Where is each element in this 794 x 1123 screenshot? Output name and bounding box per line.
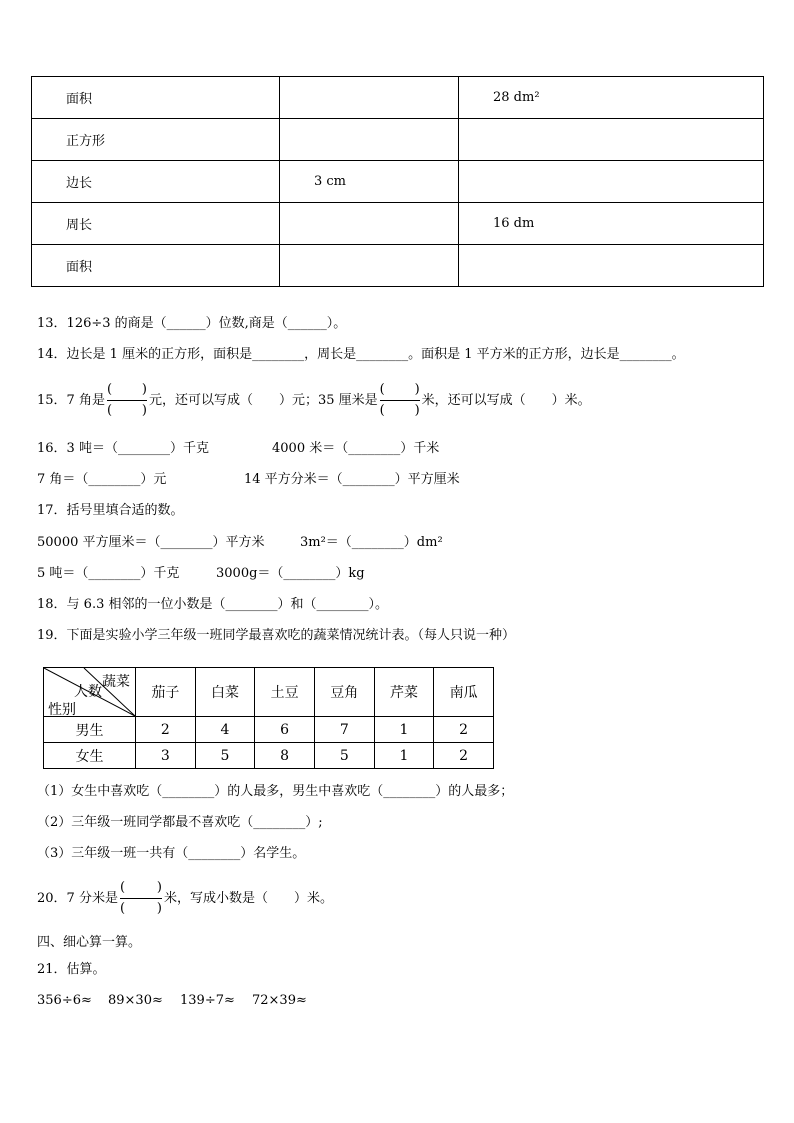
question-16-b: 4000 米＝（________）千米 [272, 441, 440, 456]
table-cell: 周长 [32, 203, 280, 245]
question-19-sub-1: （1）女生中喜欢吃（________）的人最多，男生中喜欢吃（________）的人最多； [37, 784, 514, 799]
q15-prefix: 15．7 角是 [37, 393, 105, 408]
column-header: 芹菜 [374, 668, 434, 717]
question-18: 18．与 6.3 相邻的一位小数是（________）和（________）。 [37, 597, 388, 612]
question-17-d: 3000g＝（________）kg [216, 566, 365, 581]
table-cell: 8 [255, 743, 315, 769]
question-19-sub-3: （3）三年级一班一共有（________）名学生。 [37, 846, 306, 861]
table-cell [280, 77, 459, 119]
table-row [32, 245, 764, 287]
table-cell [459, 119, 764, 161]
table-cell [459, 161, 764, 203]
question-21-title: 21．估算。 [37, 962, 106, 977]
table-cell [280, 119, 459, 161]
table-cell: 2 [434, 717, 494, 743]
table-cell: 1 [374, 743, 434, 769]
question-16-a: 16．3 吨＝（________）千克 [37, 441, 209, 456]
table-cell: 6 [255, 717, 315, 743]
table-row [32, 203, 764, 245]
measurement-table [31, 76, 764, 287]
question-14: 14．边长是 1 厘米的正方形，面积是________，周长是________。面积是 1 平方米的正方形，边长是________。 [37, 347, 685, 362]
estimate-item: 139÷7≈ [180, 993, 235, 1008]
table-cell: 2 [136, 717, 196, 743]
table-row [32, 77, 764, 119]
table-cell [459, 245, 764, 287]
fraction-blank[interactable] [380, 380, 420, 421]
question-13: 13．126÷3 的商是（______）位数,商是（______）。 [37, 316, 347, 331]
question-16-d: 14 平方分米＝（________）平方厘米 [244, 472, 460, 487]
table-cell [280, 203, 459, 245]
table-cell: 7 [314, 717, 374, 743]
table-cell: 16 dm [459, 203, 764, 245]
table-cell [280, 245, 459, 287]
fraction-blank[interactable] [107, 380, 147, 421]
question-17-title: 17．括号里填合适的数。 [37, 503, 184, 518]
table-cell: 面积 [32, 77, 280, 119]
q20-prefix: 20．7 分米是 [37, 891, 118, 906]
column-header: 白菜 [195, 668, 255, 717]
estimate-item: 356÷6≈ [37, 993, 92, 1008]
q15-suffix: 米，还可以写成（ ）米。 [421, 393, 591, 408]
question-19-title: 19．下面是实验小学三年级一班同学最喜欢吃的蔬菜情况统计表。（每人只说一种） [37, 628, 516, 643]
table-cell: 2 [434, 743, 494, 769]
diagonal-header-cell [44, 668, 136, 717]
q20-suffix: 米，写成小数是（ ）米。 [163, 891, 333, 906]
question-20 [37, 878, 333, 920]
row-label: 男生 [44, 717, 136, 743]
vegetable-stats-table [43, 667, 494, 769]
column-header: 土豆 [255, 668, 315, 717]
table-row [44, 743, 494, 769]
question-17-b: 3m²＝（________）dm² [300, 535, 443, 550]
corner-label-people: 人数 [74, 684, 102, 700]
column-header: 豆角 [314, 668, 374, 717]
table-cell: 边长 [32, 161, 280, 203]
section-4-title: 四、细心算一算。 [37, 935, 142, 950]
table-cell: 5 [195, 743, 255, 769]
question-17-a: 50000 平方厘米＝（________）平方米 [37, 535, 265, 550]
question-17-c: 5 吨＝（________）千克 [37, 566, 180, 581]
column-header: 茄子 [136, 668, 196, 717]
table-header-row [44, 668, 494, 717]
question-19-sub-2: （2）三年级一班同学都最不喜欢吃（________）; [37, 815, 323, 830]
table-cell: 3 [136, 743, 196, 769]
table-cell: 面积 [32, 245, 280, 287]
question-15 [37, 380, 591, 422]
estimate-item: 89×30≈ [108, 993, 163, 1008]
row-label: 女生 [44, 743, 136, 769]
corner-label-gender: 性别 [48, 702, 76, 718]
q15-middle: 元，还可以写成（ ）元；35 厘米是 [148, 393, 378, 408]
table-row [32, 161, 764, 203]
corner-label-vegetable: 蔬菜 [102, 674, 130, 690]
estimate-item: 72×39≈ [252, 993, 307, 1008]
column-header: 南瓜 [434, 668, 494, 717]
table-cell: 1 [374, 717, 434, 743]
table-cell: 5 [314, 743, 374, 769]
fraction-blank[interactable] [120, 878, 162, 919]
table-cell: 4 [195, 717, 255, 743]
table-cell: 3 cm [280, 161, 459, 203]
question-16-c: 7 角＝（________）元 [37, 472, 167, 487]
table-cell: 正方形 [32, 119, 280, 161]
table-cell: 28 dm² [459, 77, 764, 119]
table-row [32, 119, 764, 161]
table-row [44, 717, 494, 743]
